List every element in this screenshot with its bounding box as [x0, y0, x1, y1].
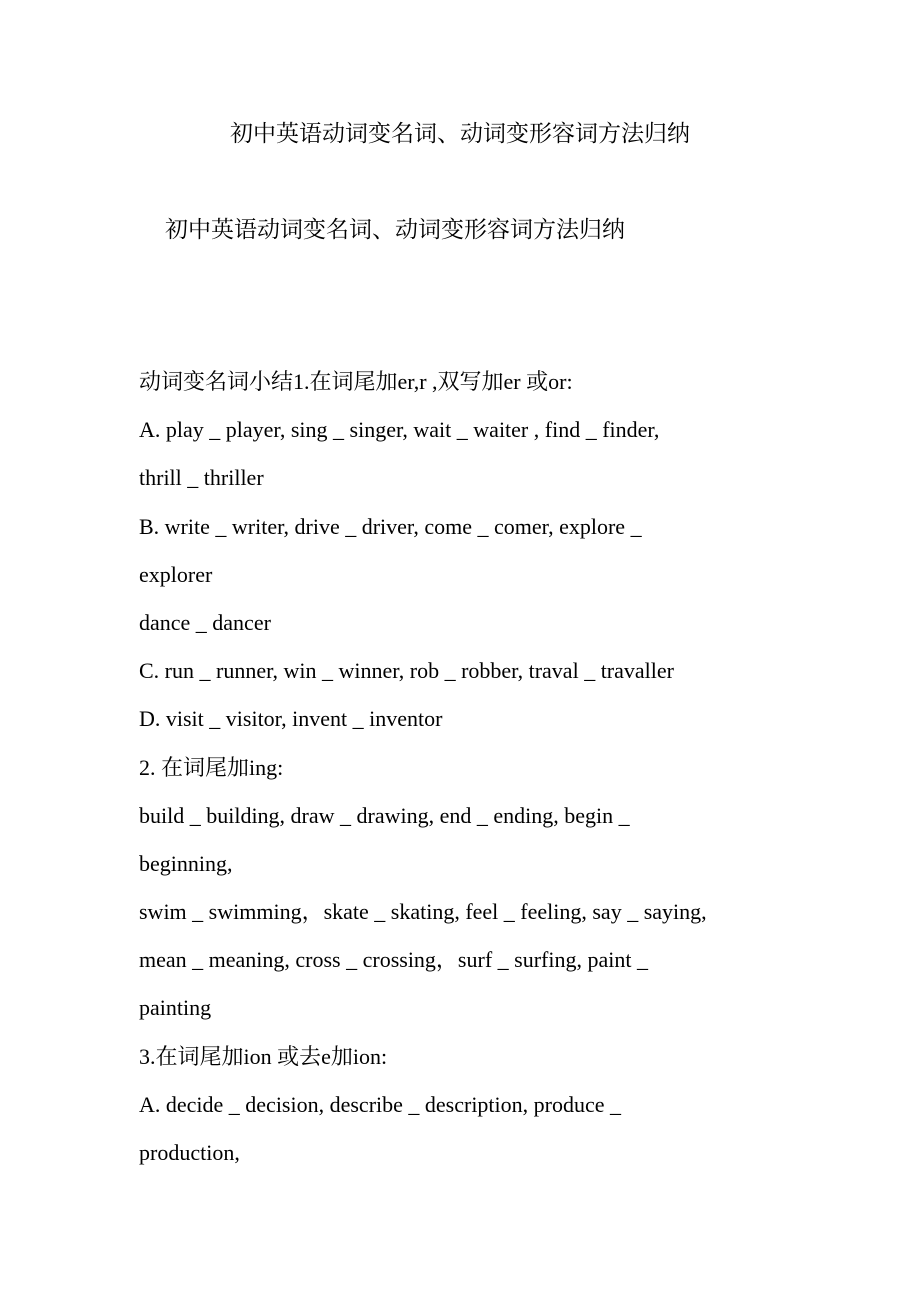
text-line: B. write _ writer, drive _ driver, come _ comer, explore _ — [139, 513, 642, 539]
text-line: swim _ swimming，skate _ skating, feel _ feeling, say _ saying, — [139, 899, 707, 925]
section-1-heading: 动词变名词小结1.在词尾加er,r ,双写加er 或or: — [139, 369, 573, 394]
section-3-heading: 3.在词尾加ion 或去e加ion: — [139, 1043, 388, 1069]
text-line: thrill _ thriller — [139, 465, 264, 491]
text-line: A. decide _ decision, describe _ description, produce _ — [139, 1091, 622, 1117]
document-title: 初中英语动词变名词、动词变形容词方法归纳 — [230, 121, 690, 146]
text-line: mean _ meaning, cross _ crossing，surf _ surfing, paint _ — [139, 947, 648, 973]
text-line: A. play _ player, sing _ singer, wait _ waiter , find _ finder, — [139, 417, 660, 443]
section-2-heading: 2. 在词尾加ing: — [139, 754, 284, 780]
text-line: painting — [139, 995, 212, 1021]
text-line: beginning, — [139, 850, 233, 876]
document-subtitle: 初中英语动词变名词、动词变形容词方法归纳 — [165, 217, 625, 242]
text-line: explorer — [139, 561, 213, 587]
text-line: dance _ dancer — [139, 609, 271, 635]
document-body — [139, 358, 799, 1177]
text-line: build _ building, draw _ drawing, end _ ending, begin _ — [139, 802, 630, 828]
text-line: C. run _ runner, win _ winner, rob _ robber, traval _ travaller — [139, 658, 674, 684]
text-line: D. visit _ visitor, invent _ inventor — [139, 706, 443, 732]
text-line: production, — [139, 1140, 240, 1165]
